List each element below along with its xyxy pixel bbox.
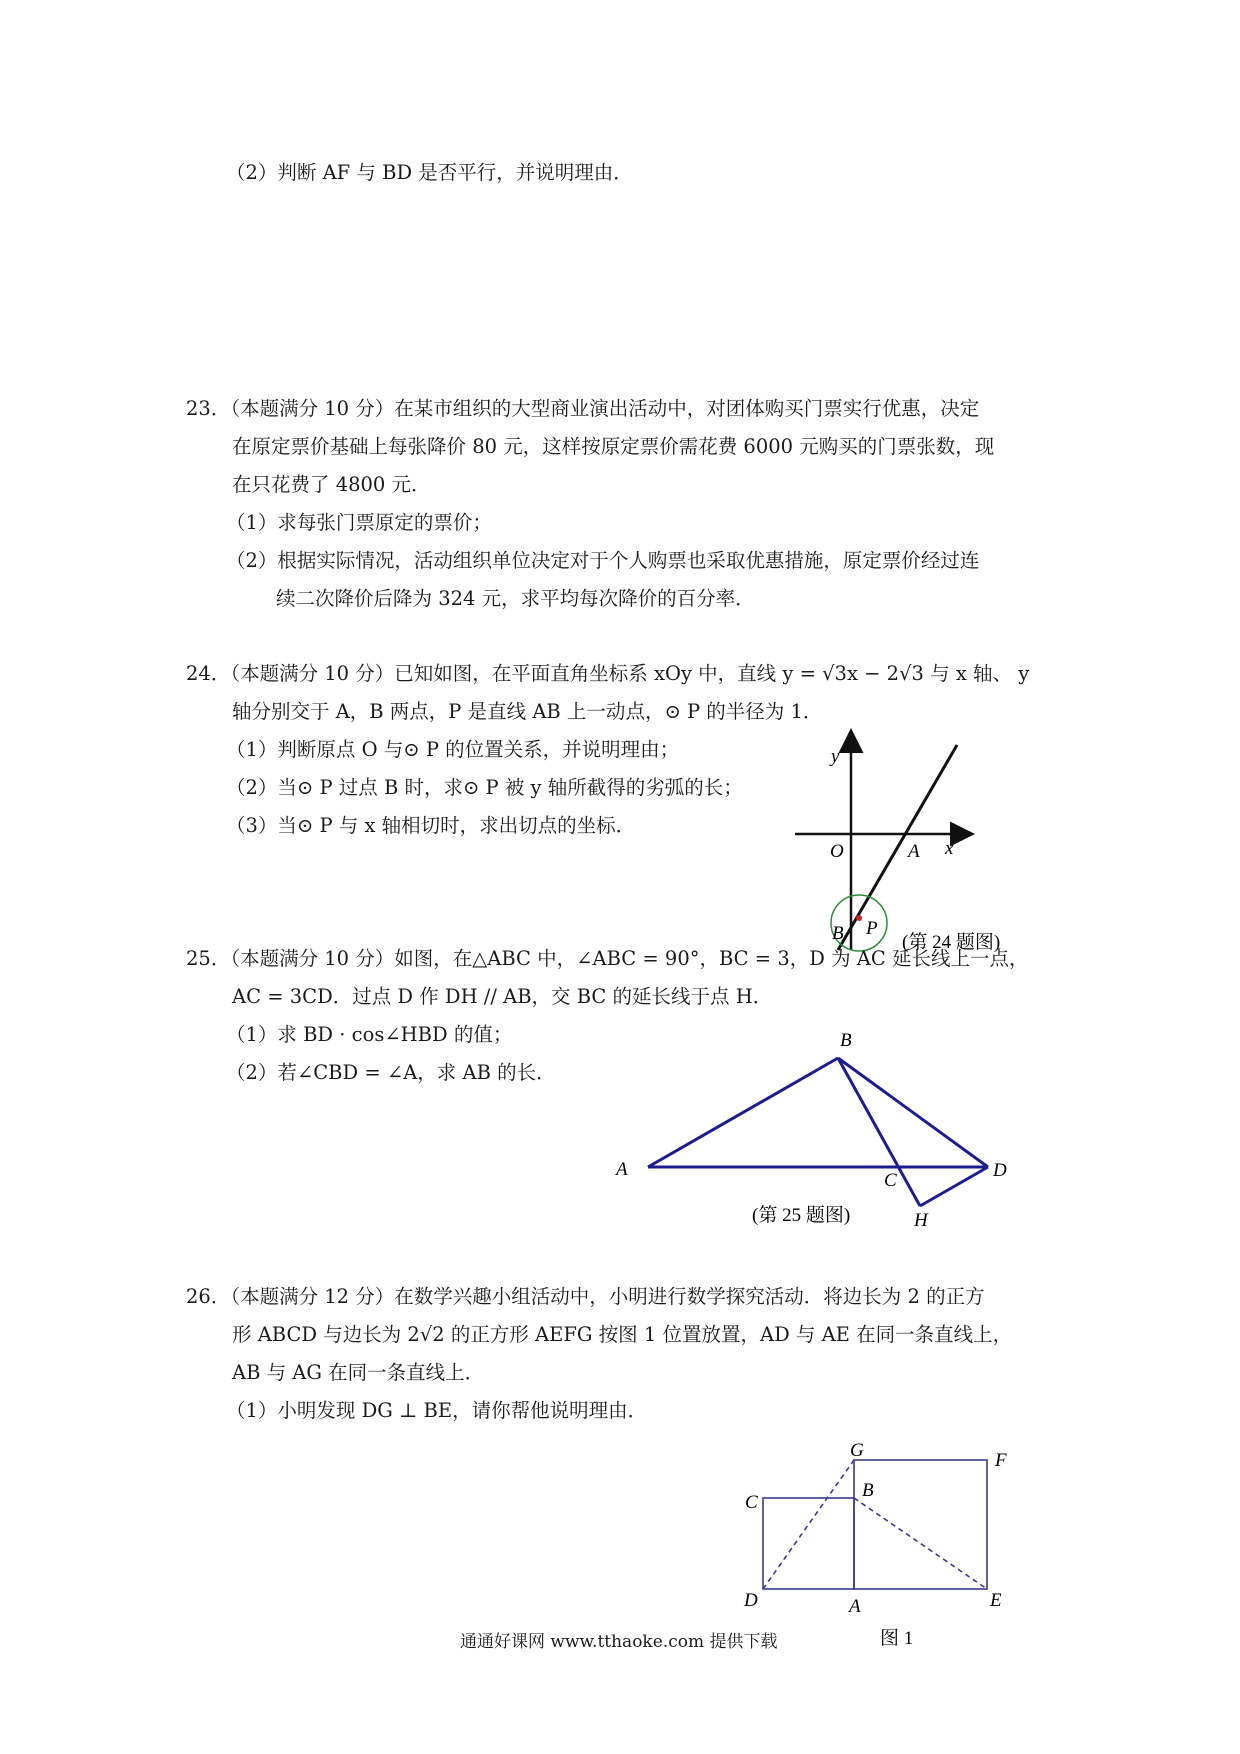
q25-part2: （2）若∠CBD = ∠A，求 AB 的长． xyxy=(226,1061,556,1084)
q26-line2: 形 ABCD 与边长为 2√2 的正方形 AEFG 按图 1 位置放置，AD 与 AE 在同一条直线上， xyxy=(232,1323,1013,1346)
segment-dg xyxy=(763,1460,854,1589)
q26-line1: 26．（本题满分 12 分）在数学兴趣小组活动中，小明进行数学探究活动．将边长为 2 的正方 xyxy=(186,1285,985,1308)
square-aefg xyxy=(854,1460,987,1589)
q25-line2: AC = 3CD．过点 D 作 DH // AB，交 BC 的延长线于点 H． xyxy=(232,985,773,1008)
label-26-b: B xyxy=(862,1480,874,1501)
q26-line3: AB 与 AG 在同一条直线上． xyxy=(232,1361,485,1384)
q23-line2: 在原定票价基础上每张降价 80 元，这样按原定票价需花费 6000 元购买的门票张数，现 xyxy=(232,435,995,458)
figure-26-caption: 图 1 xyxy=(880,1628,914,1649)
q23-part2-line1: （2）根据实际情况，活动组织单位决定对于个人购票也采取优惠措施，原定票价经过连 xyxy=(226,549,980,572)
label-y: y xyxy=(831,746,840,767)
label-25-a: A xyxy=(616,1159,628,1180)
label-x: x xyxy=(945,838,954,859)
q25-part1: （1）求 BD · cos∠HBD 的值； xyxy=(226,1023,513,1046)
figure-26-lines xyxy=(763,1460,987,1589)
label-26-f: F xyxy=(995,1450,1007,1471)
label-26-e: E xyxy=(990,1590,1002,1611)
label-26-d: D xyxy=(744,1590,758,1611)
q23-line3: 在只花费了 4800 元． xyxy=(232,473,431,496)
segment-be xyxy=(854,1498,987,1589)
label-p: P xyxy=(866,918,878,939)
label-b: B xyxy=(832,923,844,944)
q26-part1: （1）小明发现 DG ⊥ BE，请你帮他说明理由． xyxy=(226,1399,648,1422)
label-26-c: C xyxy=(745,1492,758,1513)
q24-part2: （2）当⊙ P 过点 B 时，求⊙ P 被 y 轴所截得的劣弧的长； xyxy=(226,776,743,799)
q24-line1: 24．（本题满分 10 分）已知如图，在平面直角坐标系 xOy 中，直线 y = √3x − 2√3 与 x 轴、 y xyxy=(186,662,1030,685)
label-25-d: D xyxy=(993,1160,1007,1181)
footer-source: 通通好课网 www.tthaoke.com 提供下载 xyxy=(460,1632,778,1652)
label-a: A xyxy=(908,841,920,862)
q23-line1: 23．（本题满分 10 分）在某市组织的大型商业演出活动中，对团体购买门票实行优惠，决定 xyxy=(186,397,980,420)
q24-line2: 轴分别交于 A，B 两点，P 是直线 AB 上一动点，⊙ P 的半径为 1． xyxy=(232,700,823,723)
q23-part1: （1）求每张门票原定的票价； xyxy=(226,511,492,534)
label-25-b: B xyxy=(840,1030,852,1051)
label-25-c: C xyxy=(884,1170,897,1191)
q24-part1: （1）判断原点 O 与⊙ P 的位置关系，并说明理由； xyxy=(226,738,680,761)
figure-24-caption: (第 24 题图) xyxy=(902,932,1001,953)
square-abcd xyxy=(763,1498,854,1589)
q24-part3: （3）当⊙ P 与 x 轴相切时，求出切点的坐标． xyxy=(226,814,636,837)
q23-part2-line2: 续二次降价后降为 324 元，求平均每次降价的百分率． xyxy=(276,587,755,610)
label-25-h: H xyxy=(914,1210,928,1231)
label-26-a: A xyxy=(849,1596,861,1617)
figure-25-caption: (第 25 题图) xyxy=(752,1205,851,1226)
q25-line1: 25．（本题满分 10 分）如图，在△ABC 中，∠ABC = 90°，BC = 3，D 为 AC 延长线上一点， xyxy=(186,947,1029,970)
label-o: O xyxy=(830,841,844,862)
q22-part2: （2）判断 AF 与 BD 是否平行，并说明理由． xyxy=(226,161,633,184)
label-26-g: G xyxy=(850,1440,864,1461)
